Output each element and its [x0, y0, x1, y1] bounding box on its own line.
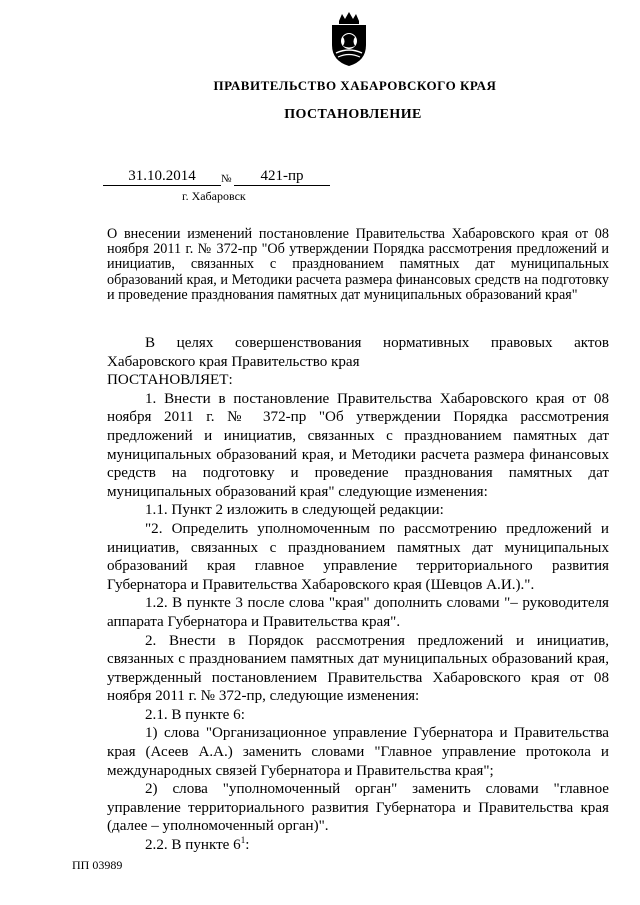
body-paragraph: 2) слова "уполномоченный орган" заменить словами "главное управление территориального развития Губернатора и Правительства края (далее – уполномоченный орган)". — [107, 781, 609, 835]
document-body — [107, 334, 609, 855]
document-subject: О внесении изменений постановление Правительства Хабаровского края от 08 ноября 2011 г. № 372-пр "Об утверждении Порядка рассмотрения предложений и инициатив, связанных с празднованием памятных дат муниципальных образований края, и Методики расчета размера финансовых средств на подготовку и проведение празднования памятных дат муниципальных образований края" — [107, 226, 609, 303]
document-city: г. Хабаровск — [182, 189, 246, 203]
body-paragraph: 2.1. В пункте 6: — [145, 706, 245, 723]
body-paragraph: В целях совершенствования нормативных правовых актов Хабаровского края Правительство края — [107, 335, 609, 370]
footer-code: ПП 03989 — [72, 858, 123, 872]
number-sign: № — [221, 173, 232, 185]
document-type: ПОСТАНОВЛЕНИЕ — [284, 107, 422, 122]
body-paragraph: 1.2. В пункте 3 после слова "края" дополнить словами "– руководителя аппарата Губернатора и Правительства края". — [107, 595, 609, 630]
body-paragraph — [107, 836, 609, 855]
khabarovsk-krai-coat-of-arms-icon — [327, 11, 371, 67]
body-paragraph: 1) слова "Организационное управление Губернатора и Правительства края (Асеев А.А.) заменить словами "Главное управление протокола и международных связей Губернатора и Правительства края"; — [107, 725, 609, 779]
document-number: 421-пр — [234, 168, 330, 186]
body-paragraph: 2. Внести в Порядок рассмотрения предложений и инициатив, связанных с празднованием памятных дат муниципальных образований края, утвержденный постановлением Правительства Хабаровского края от 08 ноября 2011 г. № 372-пр, следующие изменения: — [107, 632, 609, 705]
paragraph-tail: : — [245, 837, 250, 854]
body-paragraph-resolves: ПОСТАНОВЛЯЕТ: — [107, 372, 233, 389]
government-title: ПРАВИТЕЛЬСТВО ХАБАРОВСКОГО КРАЯ — [213, 78, 497, 93]
body-paragraph: "2. Определить уполномоченным по рассмотрению предложений и инициатив, связанных с празднованием памятных дат муниципальных образований края главное управление территориального развития Губернатора и Правительства Хабаровского края (Шевцов А.И.).". — [107, 520, 609, 593]
body-paragraph: 1.1. Пункт 2 изложить в следующей редакции: — [145, 502, 444, 519]
body-paragraph: 1. Внести в постановление Правительства Хабаровского края от 08 ноября 2011 г. № 372-пр "Об утверждении Порядка рассмотрения предложений и инициатив, связанных с празднованием памятных дат муниципальных образований края, и Методики расчета размера финансовых средств на подготовку и проведение празднования памятных дат муниципальных образований края" следующие изменения: — [107, 390, 609, 500]
document-date: 31.10.2014 — [103, 168, 221, 186]
paragraph-text: 2.2. В пункте 6 — [145, 837, 241, 854]
superscript: 1 — [240, 835, 246, 845]
